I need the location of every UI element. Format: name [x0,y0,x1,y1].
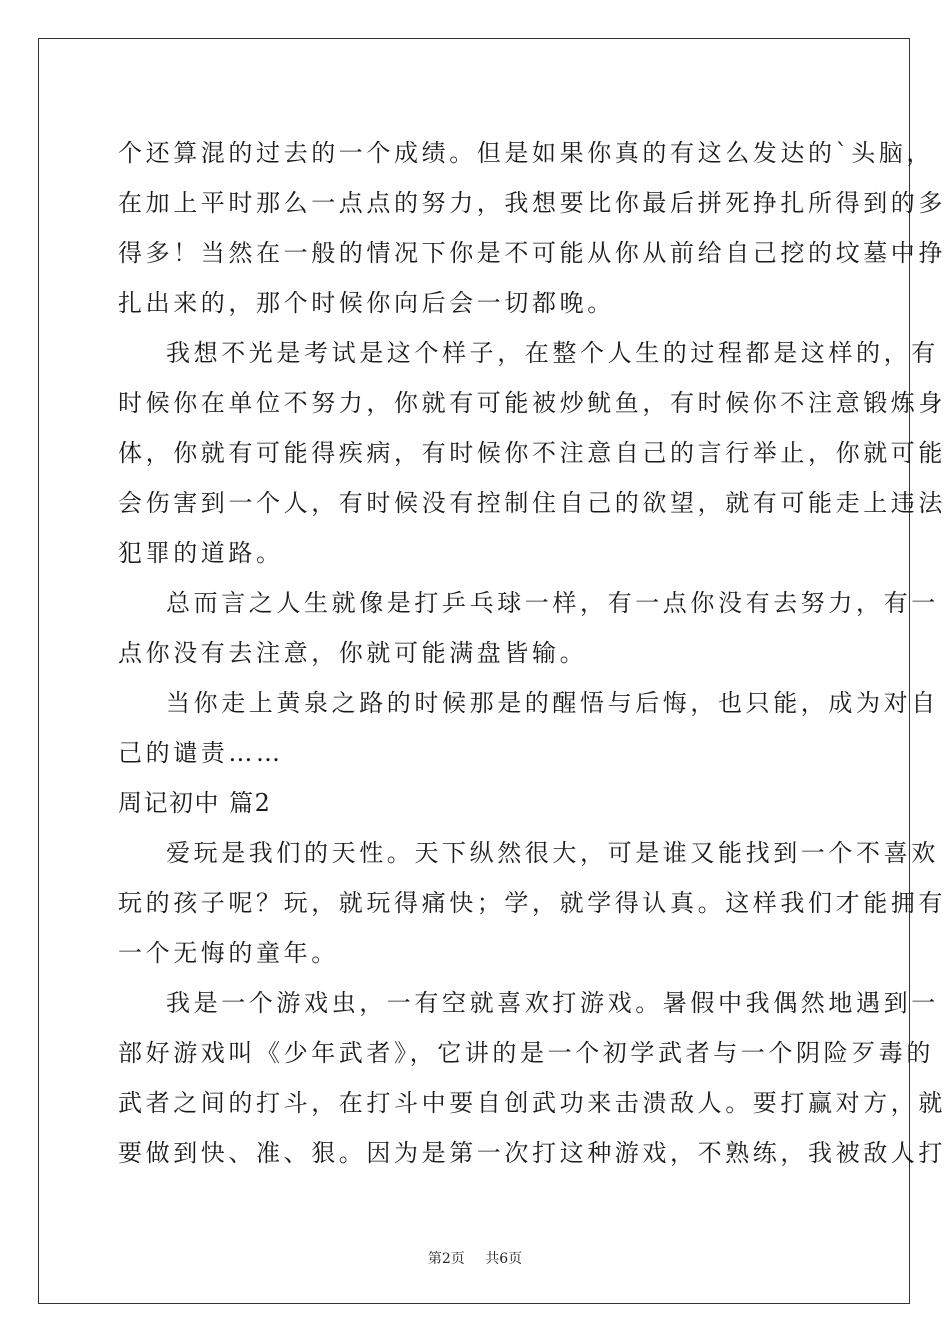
text-line: 玩的孩子呢？玩，就玩得痛快；学，就学得认真。这样我们才能拥有 [118,889,946,917]
paragraph-start-line: 当你走上黄泉之路的时候那是的醒悟与后悔，也只能，成为对自 [166,689,939,717]
paragraph-start-line: 总而言之人生就像是打乒乓球一样，有一点你没有去努力，有一 [166,589,939,617]
text-line: 时候你在单位不努力，你就有可能被炒鱿鱼，有时候你不注意锻炼身 [118,389,946,417]
paragraph-start-line: 我想不光是考试是这个样子，在整个人生的过程都是这样的，有 [166,339,939,367]
text-line: 武者之间的打斗，在打斗中要自创武功来击溃敌人。要打赢对方，就 [118,1089,946,1117]
text-line: 一个无悔的童年。 [118,939,339,967]
text-line: 己的谴责…… [118,739,284,767]
text-line: 点你没有去注意，你就可能满盘皆输。 [118,639,588,667]
page-footer [0,1248,950,1268]
paragraph-start-line: 爱玩是我们的天性。天下纵然很大，可是谁又能找到一个不喜欢 [166,839,939,867]
text-line: 犯罪的道路。 [118,539,284,567]
text-line: 得多！当然在一般的情况下你是不可能从你从前给自己挖的坟墓中挣 [118,239,946,267]
section-heading: 周记初中 篇2 [118,789,272,817]
text-line: 部好游戏叫《少年武者》，它讲的是一个初学武者与一个阴险歹毒的 [118,1039,934,1067]
page-total: 共6页 [485,1251,523,1267]
text-line: 体，你就有可能得疾病，有时候你不注意自己的言行举止，你就可能 [118,439,946,467]
text-line: 个还算混的过去的一个成绩。但是如果你真的有这么发达的`头脑， [118,139,934,167]
paragraph-start-line: 我是一个游戏虫，一有空就喜欢打游戏。暑假中我偶然地遇到一 [166,989,939,1017]
text-line: 扎出来的，那个时候你向后会一切都晚。 [118,289,615,317]
text-line: 要做到快、准、狠。因为是第一次打这种游戏，不熟练，我被敌人打 [118,1139,946,1167]
document-body [118,128,946,1178]
page-number: 第2页 [427,1251,465,1267]
text-line: 在加上平时那么一点点的努力，我想要比你最后拼死挣扎所得到的多 [118,189,946,217]
text-line: 会伤害到一个人，有时候没有控制住自己的欲望，就有可能走上违法 [118,489,946,517]
